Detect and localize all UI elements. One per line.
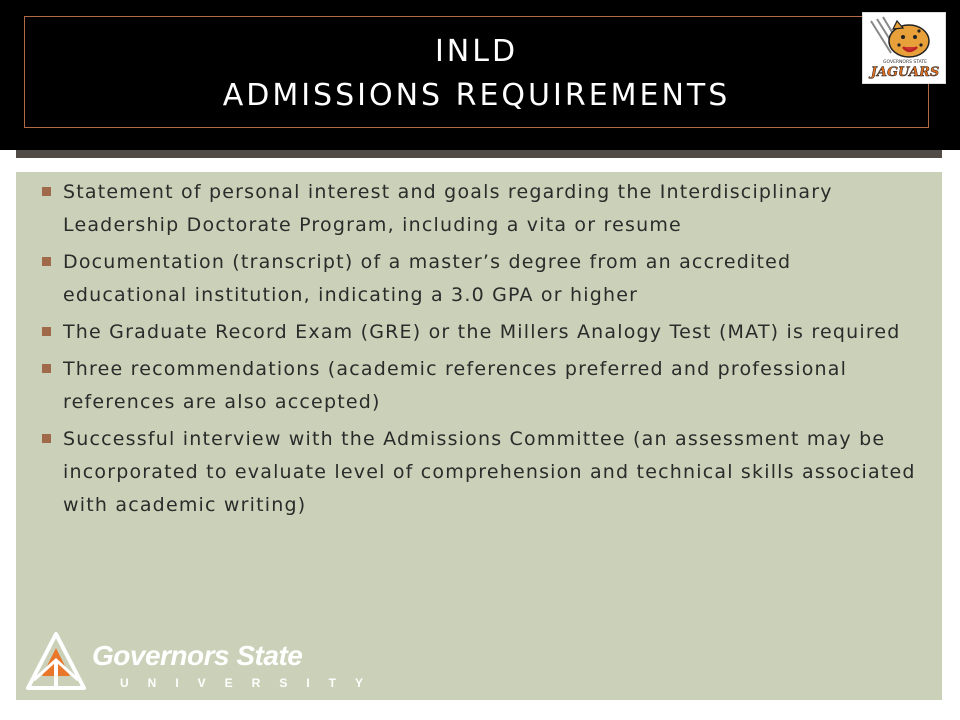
university-name: Governors State [92,640,303,671]
slide-title [24,30,929,118]
university-subtitle: UNIVERSITY [120,676,383,690]
jaguar-mascot-icon [863,13,947,85]
list-item-text: The Graduate Record Exam (GRE) or the Millers Analogy Test (MAT) is required [63,321,901,343]
list-item-text: Documentation (transcript) of a master’s degree from an accredited educational institution, indicating a 3.0 GPA or higher [63,251,792,306]
list-item [42,176,922,242]
list-item [42,353,922,419]
requirements-list [42,176,922,526]
title-line-2: ADMISSIONS REQUIREMENTS [222,78,731,113]
gsu-mountain-icon [24,630,88,694]
list-item-text: Three recommendations (academic references preferred and professional references are also accepted) [63,358,848,413]
list-item [42,246,922,312]
square-bullet-icon [42,187,51,196]
square-bullet-icon [42,327,51,336]
square-bullet-icon [42,257,51,266]
logo-wordmark: JAGUARS [870,65,940,80]
list-item-text: Successful interview with the Admissions Committee (an assessment may be incorporated to evaluate level of comprehension and technical skills associated with academic writing) [63,428,916,516]
jaguars-logo [862,12,946,84]
square-bullet-icon [42,434,51,443]
title-line-1: INLD [434,34,519,69]
list-item [42,316,922,349]
square-bullet-icon [42,364,51,373]
header-shadow-bar [16,150,942,158]
list-item [42,423,922,522]
list-item-text: Statement of personal interest and goals regarding the Interdisciplinary Leadership Doctorate Program, including a vita or resume [63,181,833,236]
logo-arc-text: GOVERNORS STATE [883,60,927,65]
